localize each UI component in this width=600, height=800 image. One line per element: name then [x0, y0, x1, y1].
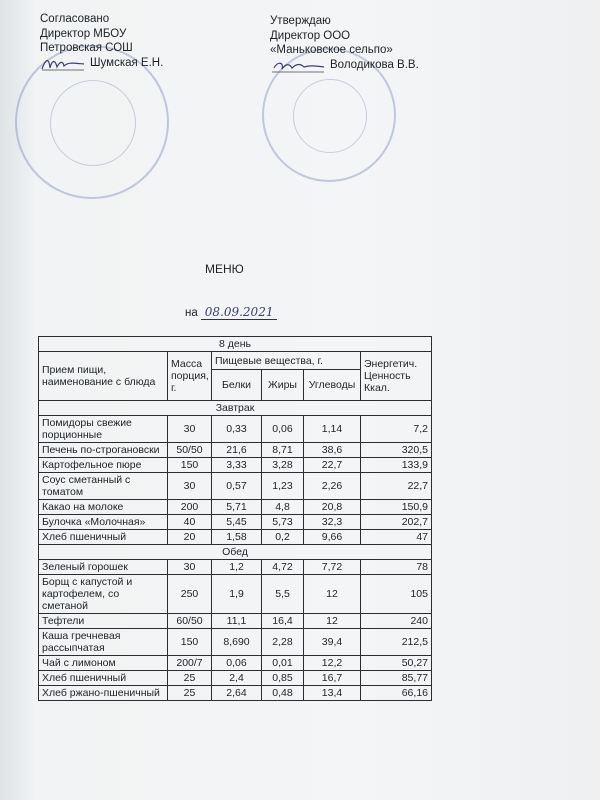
dish-mass: 250	[168, 575, 212, 614]
dish-fat: 5,73	[262, 515, 304, 530]
signature-right	[270, 58, 326, 74]
dish-carbs: 32,3	[304, 515, 361, 530]
dish-fat: 0,2	[262, 530, 304, 545]
dish-mass: 40	[168, 515, 212, 530]
dish-protein: 0,06	[212, 656, 262, 671]
dish-energy: 133,9	[361, 458, 432, 473]
col-header-nutrients: Пищевые вещества, г.	[212, 352, 361, 370]
dish-fat: 5,5	[262, 575, 304, 614]
dish-name: Тефтели	[39, 614, 168, 629]
dish-energy: 50,27	[361, 656, 432, 671]
dish-name: Хлеб пшеничный	[39, 530, 168, 545]
table-row	[39, 575, 432, 614]
dish-fat: 0,85	[262, 671, 304, 686]
day-header: 8 день	[39, 337, 432, 352]
dish-fat: 1,23	[262, 473, 304, 500]
approval-right-signer: Володикова В.В.	[330, 59, 419, 72]
dish-carbs: 13,4	[304, 686, 361, 701]
section-breakfast: Завтрак	[39, 401, 432, 416]
dish-fat: 0,01	[262, 656, 304, 671]
table-row	[39, 686, 432, 701]
dish-mass: 200	[168, 500, 212, 515]
dish-energy: 202,7	[361, 515, 432, 530]
dish-energy: 22,7	[361, 473, 432, 500]
dish-fat: 4,8	[262, 500, 304, 515]
table-row	[39, 614, 432, 629]
dish-protein: 5,71	[212, 500, 262, 515]
dish-energy: 150,9	[361, 500, 432, 515]
dish-energy: 66,16	[361, 686, 432, 701]
approval-left-line1: Согласовано	[40, 13, 110, 25]
dish-carbs: 38,6	[304, 443, 361, 458]
table-row	[39, 458, 432, 473]
dish-name: Борщ с капустой и картофелем, со сметаной	[39, 575, 168, 614]
dish-carbs: 12	[304, 614, 361, 629]
dish-protein: 8,690	[212, 629, 262, 656]
dish-name: Хлеб пшеничный	[39, 671, 168, 686]
dish-name: Булочка «Молочная»	[39, 515, 168, 530]
approval-left-line3: Петровская СОШ	[40, 42, 133, 54]
dish-energy: 47	[361, 530, 432, 545]
menu-date	[185, 305, 277, 320]
approval-right-line2: Директор ООО	[270, 29, 351, 42]
approval-left-signer: Шумская Е.Н.	[90, 57, 164, 70]
dish-energy: 78	[361, 560, 432, 575]
dish-mass: 60/50	[168, 614, 212, 629]
dish-fat: 3,28	[262, 458, 304, 473]
dish-carbs: 12,2	[304, 656, 361, 671]
approval-block-left	[40, 12, 163, 72]
approval-block-right	[270, 14, 419, 74]
dish-mass: 30	[168, 560, 212, 575]
dish-name: Помидоры свежие порционные	[39, 416, 168, 443]
dish-mass: 150	[168, 458, 212, 473]
dish-fat: 4,72	[262, 560, 304, 575]
menu-title: МЕНЮ	[205, 262, 244, 276]
dish-fat: 0,06	[262, 416, 304, 443]
dish-fat: 2,28	[262, 629, 304, 656]
dish-energy: 105	[361, 575, 432, 614]
dish-protein: 0,33	[212, 416, 262, 443]
date-label: на	[185, 307, 198, 319]
signature-left	[40, 56, 86, 72]
dish-protein: 2,64	[212, 686, 262, 701]
dish-protein: 1,9	[212, 575, 262, 614]
dish-fat: 0,48	[262, 686, 304, 701]
approval-right-line1: Утверждаю	[270, 15, 331, 27]
dish-carbs: 7,72	[304, 560, 361, 575]
dish-mass: 20	[168, 530, 212, 545]
dish-protein: 21,6	[212, 443, 262, 458]
dish-carbs: 2,26	[304, 473, 361, 500]
dish-mass: 25	[168, 686, 212, 701]
col-header-mass: Масса порция, г.	[168, 352, 212, 401]
dish-name: Хлеб ржано-пшеничный	[39, 686, 168, 701]
table-row	[39, 416, 432, 443]
dish-protein: 3,33	[212, 458, 262, 473]
dish-name: Зеленый горошек	[39, 560, 168, 575]
dish-mass: 30	[168, 473, 212, 500]
table-row	[39, 443, 432, 458]
dish-fat: 8,71	[262, 443, 304, 458]
col-header-meal: Прием пищи, наименование с блюда	[39, 352, 168, 401]
table-row	[39, 560, 432, 575]
dish-name: Печень по-строгановски	[39, 443, 168, 458]
dish-energy: 85,77	[361, 671, 432, 686]
dish-name: Соус сметанный с томатом	[39, 473, 168, 500]
dish-carbs: 16,7	[304, 671, 361, 686]
dish-carbs: 39,4	[304, 629, 361, 656]
table-row	[39, 530, 432, 545]
dish-protein: 1,58	[212, 530, 262, 545]
dish-carbs: 20,8	[304, 500, 361, 515]
col-header-protein: Белки	[212, 370, 262, 401]
dish-energy: 320,5	[361, 443, 432, 458]
dish-mass: 150	[168, 629, 212, 656]
dish-name: Картофельное пюре	[39, 458, 168, 473]
dish-mass: 50/50	[168, 443, 212, 458]
col-header-energy: Энергетич. Ценность Ккал.	[361, 352, 432, 401]
dish-protein: 2,4	[212, 671, 262, 686]
dish-name: Какао на молоке	[39, 500, 168, 515]
table-row	[39, 656, 432, 671]
menu-table	[38, 336, 432, 701]
dish-energy: 7,2	[361, 416, 432, 443]
dish-name: Каша гречневая рассыпчатая	[39, 629, 168, 656]
dish-energy: 240	[361, 614, 432, 629]
dish-fat: 16,4	[262, 614, 304, 629]
table-row	[39, 473, 432, 500]
dish-carbs: 12	[304, 575, 361, 614]
dish-protein: 0,57	[212, 473, 262, 500]
col-header-carbs: Углеводы	[304, 370, 361, 401]
dish-carbs: 9,66	[304, 530, 361, 545]
section-lunch: Обед	[39, 545, 432, 560]
dish-energy: 212,5	[361, 629, 432, 656]
dish-name: Чай с лимоном	[39, 656, 168, 671]
date-value: 08.09.2021	[201, 305, 278, 320]
dish-mass: 25	[168, 671, 212, 686]
table-row	[39, 515, 432, 530]
dish-carbs: 22,7	[304, 458, 361, 473]
dish-protein: 5,45	[212, 515, 262, 530]
table-row	[39, 500, 432, 515]
dish-protein: 11,1	[212, 614, 262, 629]
approval-right-line3: «Маньковское сельпо»	[270, 44, 393, 56]
dish-mass: 30	[168, 416, 212, 443]
approval-left-line2: Директор МБОУ	[40, 27, 127, 40]
table-row	[39, 629, 432, 656]
dish-carbs: 1,14	[304, 416, 361, 443]
dish-mass: 200/7	[168, 656, 212, 671]
col-header-fat: Жиры	[262, 370, 304, 401]
table-row	[39, 671, 432, 686]
dish-protein: 1,2	[212, 560, 262, 575]
